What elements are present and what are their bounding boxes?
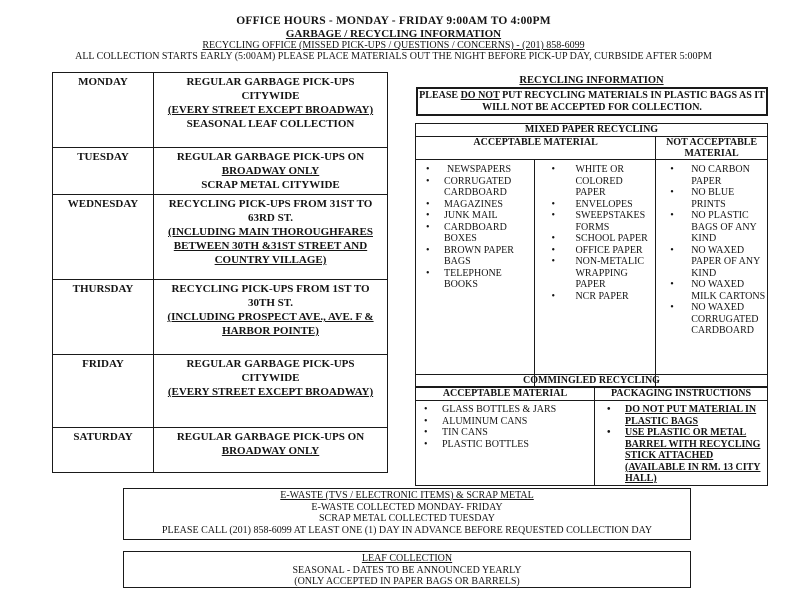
list-item [656, 279, 767, 302]
recycling-office-contact: RECYCLING OFFICE (MISSED PICK-UPS / QUESTIONS / CONCERNS) - (201) 858-6099 [202, 40, 585, 51]
list-item-text: DO NOT PUT MATERIAL IN PLASTIC BAGS [625, 404, 757, 427]
bullet-list [656, 164, 767, 337]
schedule-line: RECYCLING PICK-UPS FROM 1ST TO 30TH ST. [171, 283, 370, 309]
ewaste-title: E-WASTE (TVS / ELECTRONIC ITEMS) & SCRAP METAL [280, 490, 534, 501]
list-item [535, 291, 655, 303]
schedule-description [154, 355, 388, 428]
bullet-icon: • [551, 164, 555, 175]
schedule-line: (EVERY STREET EXCEPT BROADWAY) [167, 104, 374, 116]
bullet-icon: • [551, 198, 555, 210]
bullet-icon: • [670, 302, 674, 313]
schedule-line: REGULAR GARBAGE PICK-UPS ON [176, 151, 365, 163]
list-item [656, 187, 767, 210]
ewaste-box [123, 488, 691, 540]
bullet-icon: • [426, 221, 430, 233]
bullet-icon: • [426, 164, 430, 175]
list-item [656, 302, 767, 337]
list-item [416, 222, 534, 245]
recycling-info-title: RECYCLING INFORMATION [519, 75, 664, 86]
packaging-instructions-header: PACKAGING INSTRUCTIONS [595, 388, 768, 401]
bullet-icon: • [424, 415, 428, 427]
schedule-day: MONDAY [53, 73, 154, 148]
leaf-line: SEASONAL - DATES TO BE ANNOUNCED YEARLY [292, 564, 522, 576]
list-item [416, 268, 534, 291]
list-item-text: NO PLASTIC BAGS OF ANY KIND [691, 210, 757, 244]
list-item [416, 439, 594, 451]
plastic-bag-notice [416, 87, 768, 116]
list-item [535, 199, 655, 211]
schedule-day: THURSDAY [53, 280, 154, 355]
bullet-icon: • [551, 290, 555, 302]
page-title: GARBAGE / RECYCLING INFORMATION [285, 28, 502, 40]
bullet-list [416, 164, 534, 291]
bullet-icon: • [424, 427, 428, 438]
bullet-icon: • [551, 244, 555, 256]
commingled-title: COMMINGLED RECYCLING [416, 375, 768, 388]
list-item [656, 245, 767, 280]
weekly-schedule-table [52, 72, 388, 473]
mixed-acceptable-header: ACCEPTABLE MATERIAL [416, 137, 656, 160]
acceptable-column-2 [535, 160, 656, 387]
bullet-icon: • [426, 175, 430, 187]
list-item-text: BROWN PAPER BAGS [444, 244, 514, 267]
list-item-text: NO WAXED MILK CARTONS [691, 279, 766, 302]
list-item [416, 427, 594, 439]
bullet-icon: • [426, 244, 430, 256]
list-item [535, 164, 655, 199]
bullet-icon: • [551, 256, 555, 267]
list-item-text: PLASTIC BOTTLES [442, 438, 529, 450]
schedule-row [53, 280, 388, 355]
bullet-icon: • [426, 210, 430, 221]
list-item-text: CARDBOARD BOXES [444, 221, 507, 244]
schedule-row [53, 355, 388, 428]
schedule-line: (INCLUDING PROSPECT AVE., AVE. F & HARBOR POINTE) [167, 311, 374, 337]
list-item-text: NEWSPAPERS [447, 164, 512, 175]
ewaste-line: SCRAP METAL COLLECTED TUESDAY [319, 513, 495, 524]
bullet-icon: • [426, 198, 430, 210]
schedule-description [154, 148, 388, 195]
list-item-text: NO WAXED CORRUGATED CARDBOARD [691, 302, 759, 336]
bullet-icon: • [607, 404, 611, 415]
list-item-text: SCHOOL PAPER [575, 233, 648, 244]
bullet-icon: • [424, 404, 428, 415]
list-item-text: NO WAXED PAPER OF ANY KIND [691, 244, 760, 279]
bullet-icon: • [670, 187, 674, 198]
list-item-text: JUNK MAIL [444, 210, 498, 221]
list-item-text: USE PLASTIC OR METAL BARREL WITH RECYCLING STICK ATTACHED (AVAILABLE IN RM. 13 CITY HALL) [625, 427, 761, 484]
schedule-line: REGULAR GARBAGE PICK-UPS CITYWIDE [186, 358, 355, 384]
list-item-text: NCR PAPER [575, 290, 629, 302]
schedule-line: (INCLUDING MAIN THOROUGHFARES BETWEEN 30TH &31ST STREET AND COUNTRY VILLAGE) [168, 226, 373, 266]
list-item [535, 256, 655, 291]
bullet-icon: • [670, 244, 674, 256]
ewaste-line: PLEASE CALL (201) 858-6099 AT LEAST ONE (1) DAY IN ADVANCE BEFORE REQUESTED COLLECTION DAY [161, 524, 653, 536]
bullet-icon: • [670, 210, 674, 221]
bullet-icon: • [551, 210, 555, 221]
notice-prefix: PLEASE [419, 90, 461, 101]
list-item [416, 199, 534, 211]
schedule-row [53, 195, 388, 280]
office-hours: OFFICE HOURS - MONDAY - FRIDAY 9:00AM TO 4:00PM [236, 15, 551, 27]
list-item-text: SWEEPSTAKES FORMS [575, 210, 646, 233]
schedule-line: BROADWAY ONLY [221, 445, 320, 457]
schedule-line: (EVERY STREET EXCEPT BROADWAY) [167, 386, 374, 398]
notice-suffix: PUT RECYCLING MATERIALS IN PLASTIC BAGS AS IT WILL NOT BE ACCEPTED FOR COLLECTION. [482, 90, 765, 113]
schedule-description [154, 428, 388, 473]
list-item-text: WHITE OR COLORED PAPER [575, 164, 625, 198]
acceptable-column-1 [416, 160, 535, 387]
list-item-text: NON-METALIC WRAPPING PAPER [575, 256, 645, 290]
bullet-icon: • [551, 233, 555, 244]
bullet-icon: • [670, 164, 674, 175]
schedule-day: TUESDAY [53, 148, 154, 195]
commingled-acceptable-column [416, 401, 595, 486]
mixed-paper-title: MIXED PAPER RECYCLING [416, 124, 768, 137]
list-item-text: OFFICE PAPER [575, 244, 643, 256]
collection-notice: ALL COLLECTION STARTS EARLY (5:00AM) PLEASE PLACE MATERIALS OUT THE NIGHT BEFORE PICK-UP DAY, CURBSIDE AFTER 5:00PM [75, 51, 712, 62]
leaf-line: (ONLY ACCEPTED IN PAPER BAGS OR BARRELS) [294, 576, 520, 587]
bullet-icon: • [426, 267, 430, 279]
schedule-day: WEDNESDAY [53, 195, 154, 280]
bullet-icon: • [670, 279, 674, 290]
schedule-row [53, 148, 388, 195]
leaf-title: LEAF COLLECTION [361, 553, 453, 564]
bullet-icon: • [424, 438, 428, 450]
bullet-list [416, 404, 594, 450]
list-item [416, 245, 534, 268]
schedule-day: SATURDAY [53, 428, 154, 473]
bullet-list [535, 164, 655, 302]
commingled-table [415, 374, 768, 486]
schedule-description [154, 280, 388, 355]
list-item [535, 233, 655, 245]
schedule-line: SCRAP METAL CITYWIDE [201, 179, 340, 191]
schedule-row [53, 73, 388, 148]
list-item-text: MAGAZINES [444, 198, 503, 210]
schedule-line: REGULAR GARBAGE PICK-UPS CITYWIDE [186, 76, 355, 102]
list-item-text: TELEPHONE BOOKS [444, 267, 502, 290]
list-item [595, 427, 767, 485]
schedule-row [53, 428, 388, 473]
leaf-collection-box [123, 551, 691, 588]
commingled-acceptable-header: ACCEPTABLE MATERIAL [416, 388, 595, 401]
ewaste-line: E-WASTE COLLECTED MONDAY- FRIDAY [311, 501, 503, 513]
schedule-line: RECYCLING PICK-UPS FROM 31ST TO 63RD ST. [168, 198, 373, 224]
list-item [595, 404, 767, 427]
list-item [416, 176, 534, 199]
schedule-line: REGULAR GARBAGE PICK-UPS ON [176, 431, 365, 443]
schedule-description [154, 195, 388, 280]
schedule-line: BROADWAY ONLY [221, 165, 320, 177]
list-item-text: NO BLUE PRINTS [691, 187, 735, 210]
bullet-icon: • [607, 427, 611, 438]
list-item-text: GLASS BOTTLES & JARS [442, 404, 557, 415]
mixed-paper-table [415, 123, 768, 387]
list-item [416, 164, 534, 176]
notice-emphasis: DO NOT [460, 90, 500, 101]
not-acceptable-column [656, 160, 768, 387]
list-item [656, 210, 767, 245]
list-item [416, 210, 534, 222]
schedule-description [154, 73, 388, 148]
schedule-line: SEASONAL LEAF COLLECTION [186, 118, 355, 130]
list-item [416, 416, 594, 428]
mixed-not-acceptable-header: NOT ACCEPTABLE MATERIAL [656, 137, 768, 160]
schedule-day: FRIDAY [53, 355, 154, 428]
bullet-list [595, 404, 767, 485]
list-item [535, 210, 655, 233]
list-item-text: NO CARBON PAPER [691, 164, 750, 187]
list-item [656, 164, 767, 187]
list-item [416, 404, 594, 416]
list-item-text: CORRUGATED CARDBOARD [444, 175, 512, 198]
list-item [535, 245, 655, 257]
list-item-text: TIN CANS [442, 427, 488, 438]
list-item-text: ENVELOPES [575, 198, 633, 210]
packaging-instructions-column [595, 401, 768, 486]
list-item-text: ALUMINUM CANS [442, 415, 528, 427]
